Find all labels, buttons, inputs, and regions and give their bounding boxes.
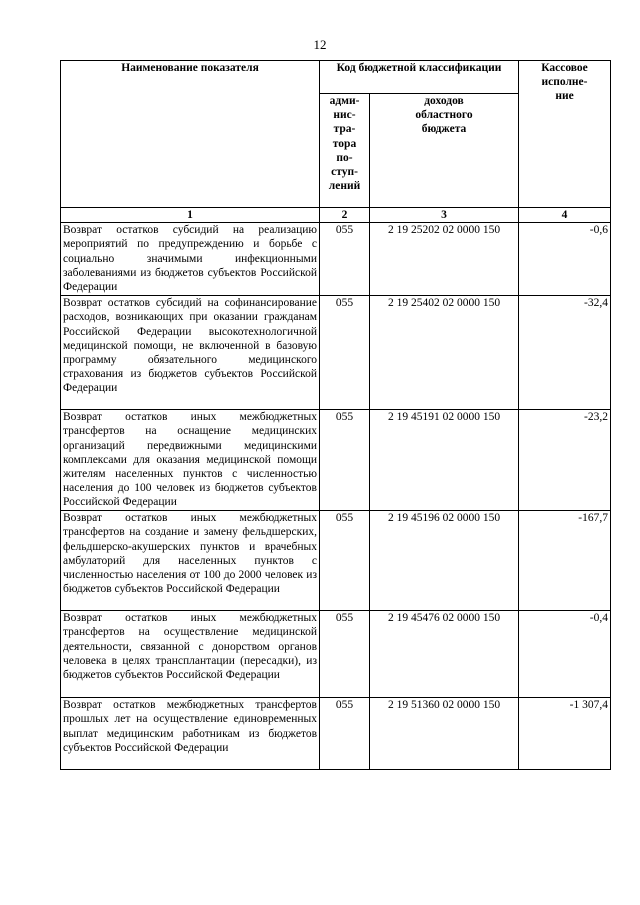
header-budget-code-group: Код бюджетной классификации <box>320 61 519 94</box>
admin-line: тора <box>332 137 357 150</box>
header-admin <box>320 94 370 208</box>
admin-code: 055 <box>320 296 370 410</box>
income-code: 2 19 51360 02 0000 150 <box>370 698 519 770</box>
cash-execution: -167,7 <box>519 511 611 611</box>
column-number-2: 2 <box>320 208 370 223</box>
admin-code: 055 <box>320 611 370 698</box>
income-code: 2 19 45191 02 0000 150 <box>370 410 519 511</box>
budget-table <box>60 60 611 770</box>
admin-line: тра- <box>333 123 356 136</box>
column-number-4: 4 <box>519 208 611 223</box>
table-row <box>61 296 611 410</box>
table-row <box>61 511 611 611</box>
admin-code: 055 <box>320 223 370 296</box>
table-row <box>61 611 611 698</box>
column-number-1: 1 <box>61 208 320 223</box>
header-income: доходов областного бюджета <box>370 94 519 208</box>
cash-execution: -32,4 <box>519 296 611 410</box>
indicator-name: Возврат остатков иных межбюджетных трансфертов на оснащение медицинских организаций передвижными медицинскими комплексами для оказания медицинской помощи жителям населенных пунктов с численностью населения до 100 человек из бюджетов субъектов Российской Федерации <box>61 410 320 511</box>
table-row <box>61 223 611 296</box>
admin-line: по- <box>336 151 353 164</box>
income-code: 2 19 45196 02 0000 150 <box>370 511 519 611</box>
indicator-name: Возврат остатков иных межбюджетных трансфертов на осуществление медицинской деятельности, связанной с донорством органов человека в целях трансплантации (пересадки), из бюджетов субъектов Российской Федерации <box>61 611 320 698</box>
indicator-name: Возврат остатков субсидий на реализацию мероприятий по предупреждению и борьбе с социально значимыми инфекционными заболеваниями из бюджетов субъектов Российской Федерации <box>61 223 320 296</box>
admin-code: 055 <box>320 698 370 770</box>
income-code: 2 19 45476 02 0000 150 <box>370 611 519 698</box>
cash-execution: -1 307,4 <box>519 698 611 770</box>
cash-execution: -0,6 <box>519 223 611 296</box>
admin-code: 055 <box>320 511 370 611</box>
income-code: 2 19 25402 02 0000 150 <box>370 296 519 410</box>
header-cash-execution: Кассовое исполне- ние <box>519 61 611 208</box>
table-row <box>61 698 611 770</box>
indicator-name: Возврат остатков межбюджетных трансфертов прошлых лет на осуществление единовременных выплат медицинским работникам из бюджетов субъектов Российской Федерации <box>61 698 320 770</box>
cash-execution: -23,2 <box>519 410 611 511</box>
admin-line: нис- <box>333 109 356 122</box>
admin-line: лений <box>328 180 361 193</box>
indicator-name: Возврат остатков субсидий на софинансирование расходов, возникающих при оказании гражданам Российской Федерации высокотехнологичной медицинской помощи, не включенной в базовую программу обязательного медицинского страхования из бюджетов субъектов Российской Федерации <box>61 296 320 410</box>
page-number: 12 <box>313 37 327 52</box>
indicator-name: Возврат остатков иных межбюджетных трансфертов на создание и замену фельдшерских, фельдшерско-акушерских пунктов и врачебных амбулаторий для населенных пунктов с численностью населения от 100 до 2000 человек из бюджетов субъектов Российской Федерации <box>61 511 320 611</box>
cash-execution: -0,4 <box>519 611 611 698</box>
header-name: Наименование показателя <box>61 61 320 208</box>
admin-line: ступ- <box>331 166 358 179</box>
table-row <box>61 410 611 511</box>
admin-code: 055 <box>320 410 370 511</box>
column-number-3: 3 <box>370 208 519 223</box>
admin-line: адми- <box>329 95 360 107</box>
income-code: 2 19 25202 02 0000 150 <box>370 223 519 296</box>
